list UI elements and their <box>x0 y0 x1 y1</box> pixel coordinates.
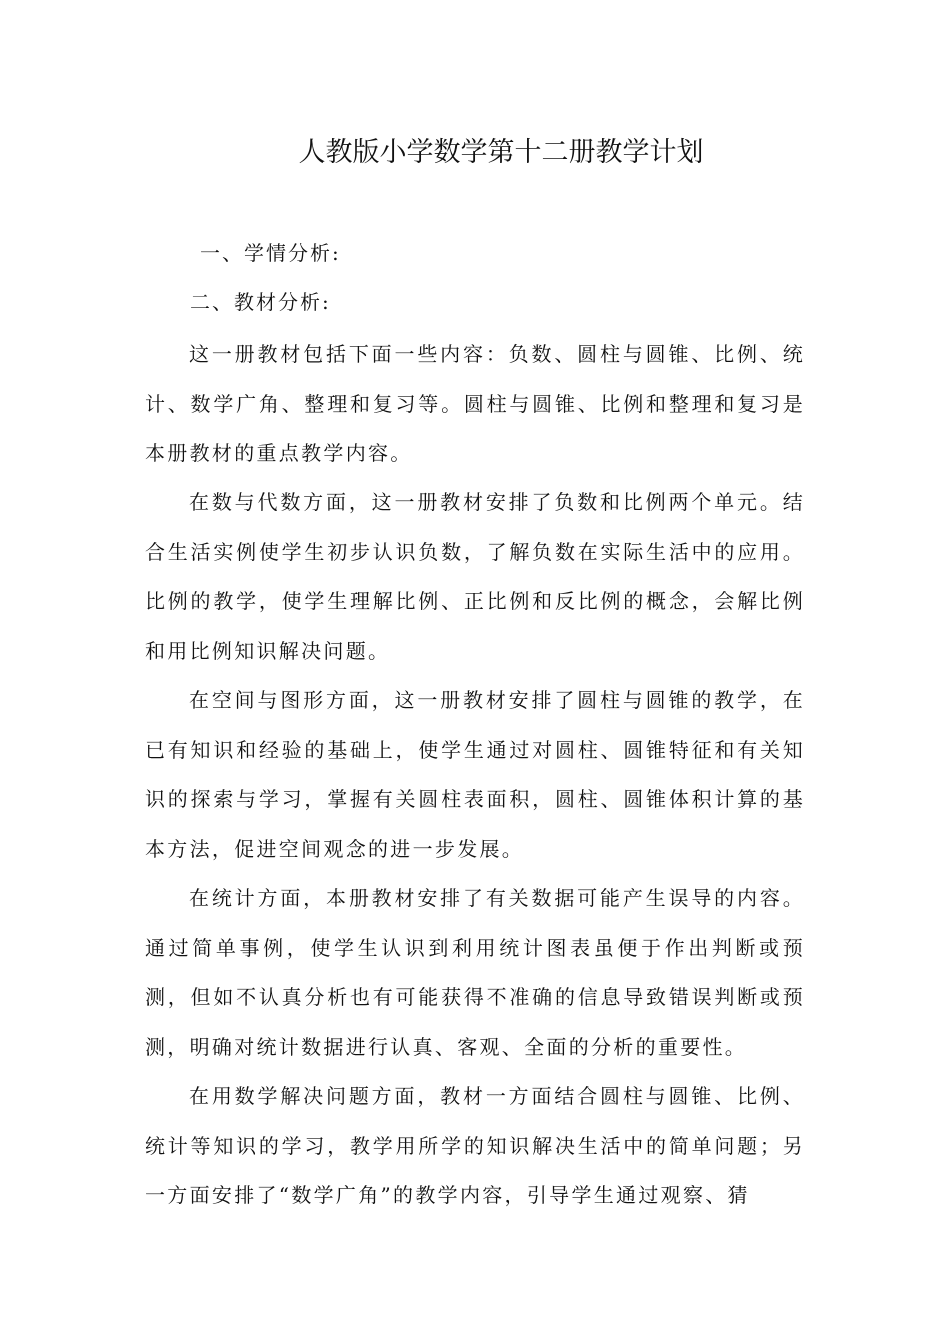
section-heading-learning-analysis: 一、学情分析: <box>200 241 341 265</box>
paragraph-contents: 这一册教材包括下面一些内容：负数、圆柱与圆锥、比例、统计、数学广角、整理和复习等。圆柱与圆锥、比例和整理和复习是本册教材的重点教学内容。 <box>145 342 805 466</box>
section-heading-textbook-analysis: 二、教材分析: <box>190 290 331 314</box>
paragraph-space-geometry: 在空间与图形方面，这一册教材安排了圆柱与圆锥的教学，在已有知识和经验的基础上，使学生通过对圆柱、圆锥特征和有关知识的探索与学习，掌握有关圆柱表面积，圆柱、圆锥体积计算的基本方法，促进空间观念的进一步发展。 <box>145 688 805 861</box>
paragraph-numbers-algebra: 在数与代数方面，这一册教材安排了负数和比例两个单元。结合生活实例使学生初步认识负数，了解负数在实际生活中的应用。比例的教学，使学生理解比例、正比例和反比例的概念，会解比例和用比例知识解决问题。 <box>145 490 805 663</box>
paragraph-problem-solving: 在用数学解决问题方面，教材一方面结合圆柱与圆锥、比例、统计等知识的学习，教学用所学的知识解决生活中的简单问题；另一方面安排了“数学广角”的教学内容，引导学生通过观察、猜 <box>145 1084 805 1208</box>
document-title: 人教版小学数学第十二册教学计划 <box>298 137 704 168</box>
paragraph-statistics: 在统计方面，本册教材安排了有关数据可能产生误导的内容。通过简单事例，使学生认识到利用统计图表虽便于作出判断或预测，但如不认真分析也有可能获得不准确的信息导致错误判断或预测，明确对统计数据进行认真、客观、全面的分析的重要性。 <box>145 886 805 1059</box>
